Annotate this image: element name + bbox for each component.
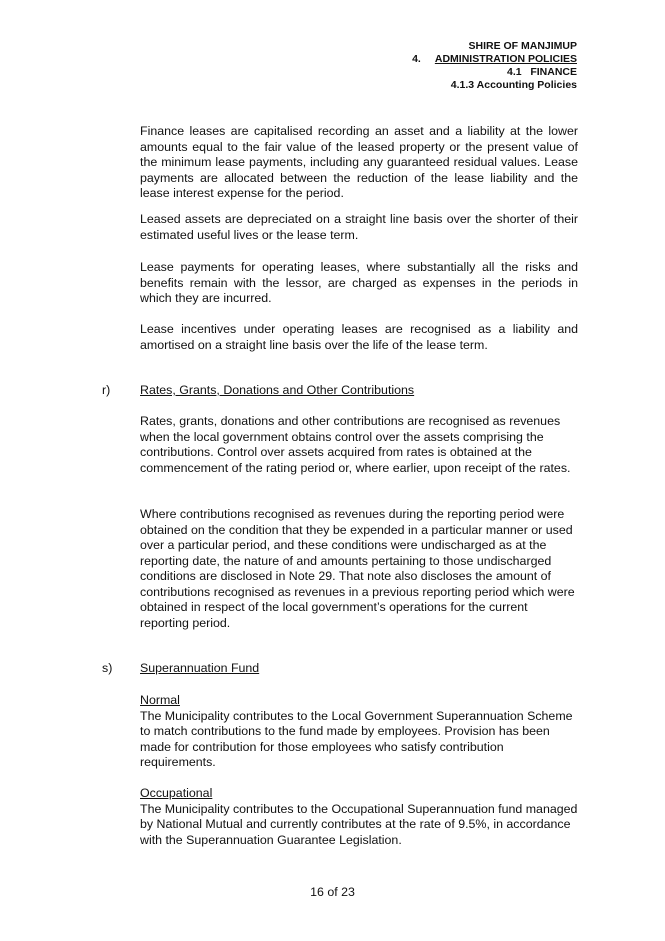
section-r-heading xyxy=(102,383,415,399)
leases-paragraph-3: Lease payments for operating leases, where substantially all the risks and benefits remain with the lessor, are charged as expenses in the periods in which they are incurred. xyxy=(140,260,578,305)
section-r-title: Rates, Grants, Donations and Other Contributions xyxy=(140,383,415,397)
header-section-number: 4. xyxy=(412,53,421,65)
header-org: SHIRE OF MANJIMUP xyxy=(468,40,577,52)
occupational-subheading: Occupational xyxy=(140,786,213,800)
leases-paragraph-2: Leased assets are depreciated on a straight line basis over the shorter of their estimated useful lives or the lease term. xyxy=(140,212,578,242)
header-subsubsection: 4.1.3 Accounting Policies xyxy=(450,79,577,91)
normal-subheading: Normal xyxy=(140,693,180,707)
normal-text: The Municipality contributes to the Local Government Superannuation Scheme to match contributions to the fund made by employees. Provision has been made for contribution for those employees who satisfy contribution requirements. xyxy=(140,708,573,769)
header-section xyxy=(412,53,577,66)
header-section-title: ADMINISTRATION POLICIES xyxy=(434,53,577,65)
leases-paragraph-4: Lease incentives under operating leases are recognised as a liability and amortised on a straight line basis over the life of the lease term. xyxy=(140,322,578,352)
leases-paragraph-1: Finance leases are capitalised recording an asset and a liability at the lower amounts equal to the fair value of the leased property or the present value of the minimum lease payments, including any guaranteed residual values. Lease payments are allocated between the reduction of the lease liability and the lease interest expense for the period. xyxy=(140,124,578,200)
page-header xyxy=(412,40,577,92)
occupational-text: The Municipality contributes to the Occupational Superannuation fund managed by National Mutual and currently contributes at the rate of 9.5%, in accordance with the Superannuation Guarantee Legislation. xyxy=(140,801,578,847)
page-number: 16 of 23 xyxy=(310,885,355,899)
normal-block xyxy=(140,693,578,771)
section-r-letter: r) xyxy=(102,383,111,397)
section-r-paragraph-1: Rates, grants, donations and other contributions are recognised as revenues when the local government obtains control over the assets comprising the contributions. Control over assets acquired from rates is obtained at the commencement of the rating period or, where earlier, upon receipt of the rates. xyxy=(140,414,571,475)
section-r-paragraph-2: Where contributions recognised as revenues during the reporting period were obtained on the condition that they be expended in a particular manner or used over a particular period, and these conditions were undischarged as at the reporting date, the nature of and amounts pertaining to those undischarged conditions are disclosed in Note 29. That note also discloses the amount of contributions recognised as revenues in a previous reporting period which were obtained in respect of the local government’s operations for the current reporting period. xyxy=(140,507,575,630)
section-s-letter: s) xyxy=(102,661,113,675)
section-s-heading xyxy=(102,661,260,677)
header-subsection: 4.1 FINANCE xyxy=(506,66,577,78)
occupational-block xyxy=(140,786,578,848)
section-s-title: Superannuation Fund xyxy=(140,661,260,675)
